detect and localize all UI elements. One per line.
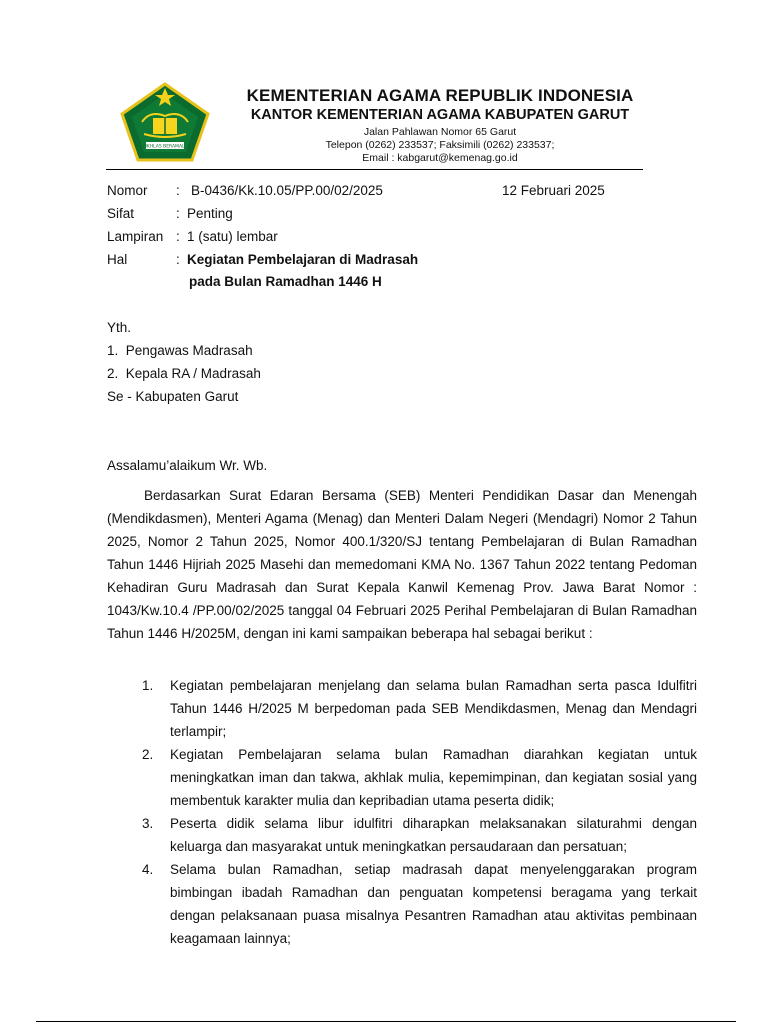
letter-date: 12 Februari 2025 [502, 183, 605, 198]
letterhead [230, 86, 650, 165]
nomor-colon: : [176, 183, 180, 198]
greeting: Assalamu’alaikum Wr. Wb. [107, 458, 268, 473]
recipient-item-2: 2. Kepala RA / Madrasah [107, 366, 261, 381]
list-number: 1. [142, 678, 154, 693]
recipient-item-1: 1. Pengawas Madrasah [107, 343, 253, 358]
office-address: Jalan Pahlawan Nomor 65 Garut [363, 126, 517, 138]
list-number: 4. [142, 862, 154, 877]
page-bottom-rule [36, 1021, 736, 1022]
kemenag-logo [120, 82, 210, 162]
ministry-name: KEMENTERIAN AGAMA REPUBLIK INDONESIA [246, 86, 634, 105]
lampiran-colon: : [176, 229, 180, 244]
list-item: Kegiatan pembelajaran menjelang dan selama bulan Ramadhan serta pasca Idulfitri Tahun 1446 H/2025 M berpedoman pada SEB Mendikdasmen, Menag dan Mendagri terlampir; [170, 678, 697, 739]
hal-colon: : [176, 252, 180, 267]
lampiran-label: Lampiran [107, 229, 164, 244]
list-number: 3. [142, 816, 154, 831]
nomor-label: Nomor [107, 183, 148, 198]
hal-line-2: pada Bulan Ramadhan 1446 H [189, 274, 382, 289]
recipient-yth: Yth. [107, 320, 132, 335]
sifat-label: Sifat [107, 206, 135, 221]
list-item: Peserta didik selama libur idulfitri diharapkan melaksanakan silaturahmi dengan keluarga dan masyarakat untuk meningkatkan persaudaraan dan persatuan; [170, 816, 697, 854]
letterhead-divider [106, 169, 643, 170]
opening-paragraph: Berdasarkan Surat Edaran Bersama (SEB) Menteri Pendidikan Dasar dan Menengah (Mendikdasmen), Menteri Agama (Menag) dan Menteri Dalam Negeri (Mendagri) Nomor 2 Tahun 2025, Nomor 2 Tahun 2025, Nomor 400.1/320/SJ tentang Pembelajaran di Bulan Ramadhan Tahun 1446 Hijriah 2025 Masehi dan memedomani KMA No. 1367 Tahun 2022 tentang Pedoman Kehadiran Guru Madrasah dan Surat Kepala Kanwil Kemenag Prov. Jawa Barat Nomor : 1043/Kw.10.4 /PP.00/02/2025 tanggal 04 Februari 2025 Perihal Pembelajaran di Bulan Ramadhan Tahun 1446 H/2025M, dengan ini kami sampaikan beberapa hal sebagai berikut : [107, 488, 697, 641]
office-name: KANTOR KEMENTERIAN AGAMA KABUPATEN GARUT [250, 107, 630, 123]
list-number: 2. [142, 747, 154, 762]
nomor-value: B-0436/Kk.10.05/PP.00/02/2025 [191, 183, 383, 198]
hal-line-1: Kegiatan Pembelajaran di Madrasah [187, 252, 419, 267]
sifat-value: Penting [187, 206, 233, 221]
list-item: Kegiatan Pembelajaran selama bulan Ramadhan diarahkan kegiatan untuk meningkatkan iman dan takwa, akhlak mulia, kepemimpinan, dan kegiatan sosial yang membentuk karakter mulia dan kepribadian utama peserta didik; [170, 747, 697, 808]
logo-motto: IKHLAS BERAMAL [145, 144, 185, 150]
list-item: Selama bulan Ramadhan, setiap madrasah dapat menyelenggarakan program bimbingan ibadah Ramadhan dan penguatan kompetensi beragama yang terkait dengan pelaksanaan puasa misalnya Pesantren Ramadhan atau aktivitas pembinaan keagamaan lainnya; [170, 862, 697, 946]
hal-label: Hal [107, 252, 128, 267]
office-email: Email : kabgarut@kemenag.go.id [362, 152, 518, 164]
office-phone: Telepon (0262) 233537; Faksimili (0262) 233537; [325, 139, 555, 151]
sifat-colon: : [176, 206, 180, 221]
lampiran-value: 1 (satu) lembar [187, 229, 278, 244]
recipient-location: Se - Kabupaten Garut [107, 389, 239, 404]
